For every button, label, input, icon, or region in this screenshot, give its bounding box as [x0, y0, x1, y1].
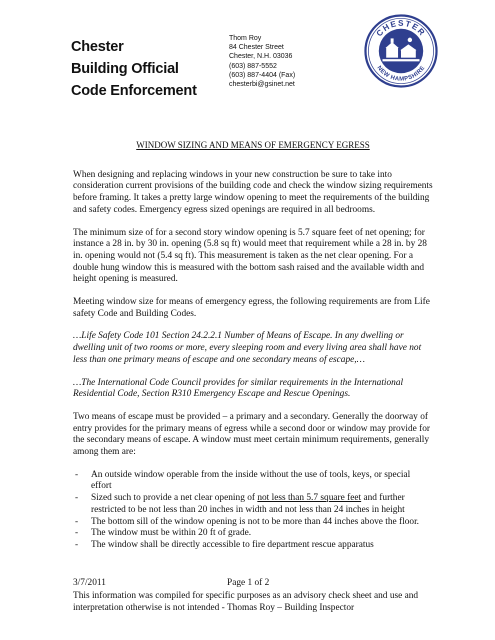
- list-item-text: An outside window operable from the inside without the use of tools, keys, or special effort: [91, 469, 411, 492]
- document-title: WINDOW SIZING AND MEANS OF EMERGENCY EGRESS: [136, 140, 370, 150]
- list-item: [73, 528, 433, 540]
- list-item-text: The window shall be directly accessible to fire department rescue apparatus: [91, 539, 374, 550]
- means-of-escape-paragraph: Two means of escape must be provided – a primary and a secondary. Generally the doorway of entry provides for the primary means of egress while a second door or window may provide for the secondary means of escape. A window must meet certain minimum requirements, generally among them are:: [73, 411, 431, 458]
- minimum-size-paragraph: The minimum size of for a second story window opening is 5.7 square feet of net opening; for instance a 28 in. by 30 in. opening (5.8 sq ft) would meet that requirement while a 28 in. by 28 in. opening would not (5.4 sq ft). This measurement is taken as the net clear opening. For a double hung window this is measured with the bottom sash raised and the available width and height opening is measured.: [73, 227, 427, 285]
- svg-text:NEW HAMPSHIRE: NEW HAMPSHIRE: [375, 65, 427, 83]
- list-item-text-pre: Sized such to provide a net clear opening of: [91, 493, 258, 504]
- dept-line-town: Chester: [71, 39, 124, 55]
- town-seal-logo: [364, 14, 438, 88]
- list-item-text-underlined: not less than 5.7 square feet: [257, 493, 362, 504]
- contact-fax: (603) 887-4404 (Fax): [229, 71, 296, 79]
- bullet-dash: -: [75, 469, 79, 480]
- bullet-dash: -: [75, 493, 79, 504]
- list-item: [73, 470, 433, 493]
- contact-street: 84 Chester Street: [229, 44, 284, 52]
- dept-line-enforcement: Code Enforcement: [71, 83, 197, 99]
- bullet-dash: -: [75, 516, 79, 527]
- requirements-intro-paragraph: Meeting window size for means of emergency egress, the following requirements are from Life safety Code and Building Codes.: [73, 297, 430, 319]
- contact-phone: (603) 887-5552: [229, 62, 277, 70]
- list-item: [73, 517, 433, 529]
- contact-name: Thom Roy: [229, 35, 262, 42]
- contact-city: Chester, N.H. 03036: [229, 53, 293, 61]
- list-item-text: The window must be within 20 ft of grade.: [91, 528, 252, 539]
- document-body: [73, 140, 433, 552]
- list-item: [73, 540, 433, 552]
- list-item-text: The bottom sill of the window opening is not to be more than 44 inches above the floor.: [91, 516, 420, 527]
- dept-line-official: Building Official: [71, 61, 179, 77]
- svg-text:CHESTER: CHESTER: [374, 18, 428, 39]
- icc-quote: …The International Code Council provides for similar requirements in the International Residential Code, Section R310 Emergency Escape and Rescue Openings.: [73, 377, 404, 400]
- bullet-dash: -: [75, 539, 79, 550]
- requirements-list: [73, 470, 433, 552]
- list-item: [73, 493, 433, 516]
- intro-paragraph: When designing and replacing windows in your new construction be sure to take into consideration current provisions of the building code and check the window sizing requirements before framing. It takes a pretty large window opening to meet the requirements of the building and safety codes. Emergency egress sized openings are required in all bedrooms.: [73, 169, 433, 215]
- footer-date: 3/7/2011: [73, 578, 106, 588]
- contact-email: chesterbi@gsinet.net: [229, 81, 295, 89]
- department-name: [71, 38, 197, 104]
- letterhead: [0, 0, 495, 120]
- page-number: Page 1 of 2: [227, 578, 270, 588]
- list-item-text-post: and further restricted to be not less than 20 inches in width and not less than 24 inches in height: [91, 493, 405, 515]
- life-safety-code-quote: …Life Safety Code 101 Section 24.2.2.1 Number of Means of Escape. In any dwelling or dwelling unit of two rooms or more, every sleeping room and every living area shall have not less than one primary means of escape and one secondary means of escape,…: [73, 331, 422, 365]
- bullet-dash: -: [75, 528, 79, 539]
- disclaimer-note: This information was compiled for specific purposes as an advisory check sheet and use and interpretation otherwise is not intended - Thomas Roy – Building Inspector: [73, 591, 419, 613]
- contact-block: [229, 34, 295, 89]
